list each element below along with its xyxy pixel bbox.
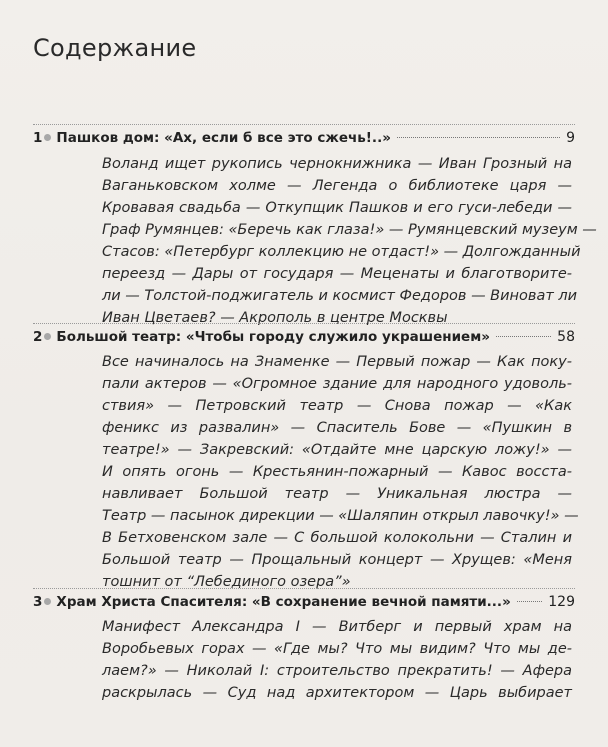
description-line: В Бетховенском зале — С большой колокольни — Сталин и [102, 530, 572, 546]
description-line: тошнит от “Лебединого озера”» [102, 574, 351, 590]
description-line: Большой театр — Прощальный концерт — Хрущев: «Меня [102, 552, 572, 568]
description-line: раскрылась — Суд над архитектором — Царь выбирает [102, 685, 572, 701]
bullet-dot-icon [44, 598, 51, 605]
description-line: Все начиналось на Знаменке — Первый пожар — Как поку- [102, 354, 572, 370]
description-line: Стасов: «Петербург коллекцию не отдаст!» — Долгожданный [102, 244, 581, 260]
bullet-dot-icon [44, 134, 51, 141]
entry-title: Большой театр: «Чтобы городу служило украшением» [56, 329, 490, 345]
toc-entry-1-header[interactable] [33, 130, 575, 152]
description-line: Граф Румянцев: «Беречь как глаза!» — Румянцевский музеум — [102, 222, 597, 238]
entry-divider [33, 323, 575, 324]
entry-description [102, 153, 597, 329]
bullet-dot-icon [44, 333, 51, 340]
description-line: Иван Цветаев? — Акрополь в центре Москвы [102, 310, 448, 326]
description-line: феникс из развалин» — Спаситель Бове — «Пушкин в [102, 420, 572, 436]
description-line: переезд — Дары от государя — Меценаты и благотворите- [102, 266, 572, 282]
entry-title: Храм Христа Спасителя: «В сохранение вечной памяти...» [56, 594, 511, 610]
entry-divider [33, 588, 575, 589]
description-line: лаем?» — Николай I: строительство прекратить! — Афера [102, 663, 572, 679]
entry-page-number: 58 [557, 329, 575, 345]
entry-number: 3 [33, 594, 43, 610]
description-line: Ваганьковском холме — Легенда о библиотеке царя — [102, 178, 572, 194]
entry-description [102, 616, 572, 704]
entry-number: 2 [33, 329, 43, 345]
description-line: навливает Большой театр — Уникальная люстра — [102, 486, 572, 502]
entry-title: Пашков дом: «Ах, если б все это сжечь!..» [56, 130, 391, 146]
description-line: Театр — пасынок дирекции — «Шаляпин открыл лавочку!» — [102, 508, 579, 524]
dot-leader [496, 336, 551, 337]
dot-leader [517, 601, 542, 602]
entry-divider [33, 124, 575, 125]
description-line: Воробьевых горах — «Где мы? Что мы видим? Что мы де- [102, 641, 572, 657]
toc-entry-2-header[interactable] [33, 329, 575, 351]
toc-entry-3-header[interactable] [33, 594, 575, 616]
entry-page-number: 9 [566, 130, 575, 146]
description-line: Манифест Александра I — Витберг и первый храм на [102, 619, 572, 635]
description-line: ли — Толстой-поджигатель и космист Федоров — Виноват ли [102, 288, 578, 304]
description-line: И опять огонь — Крестьянин-пожарный — Кавос восста- [102, 464, 572, 480]
page-title: Содержание [33, 34, 197, 62]
dot-leader [397, 137, 560, 138]
description-line: театре!» — Закревский: «Отдайте мне царскую ложу!» — [102, 442, 572, 458]
description-line: Кровавая свадьба — Откупщик Пашков и его гуси-лебеди — [102, 200, 572, 216]
description-line: пали актеров — «Огромное здание для народного удоволь- [102, 376, 572, 392]
entry-page-number: 129 [548, 594, 575, 610]
entry-number: 1 [33, 130, 43, 146]
description-line: Воланд ищет рукопись чернокнижника — Иван Грозный на [102, 156, 572, 172]
entry-description [102, 351, 579, 593]
description-line: ствия» — Петровский театр — Снова пожар — «Как [102, 398, 572, 414]
